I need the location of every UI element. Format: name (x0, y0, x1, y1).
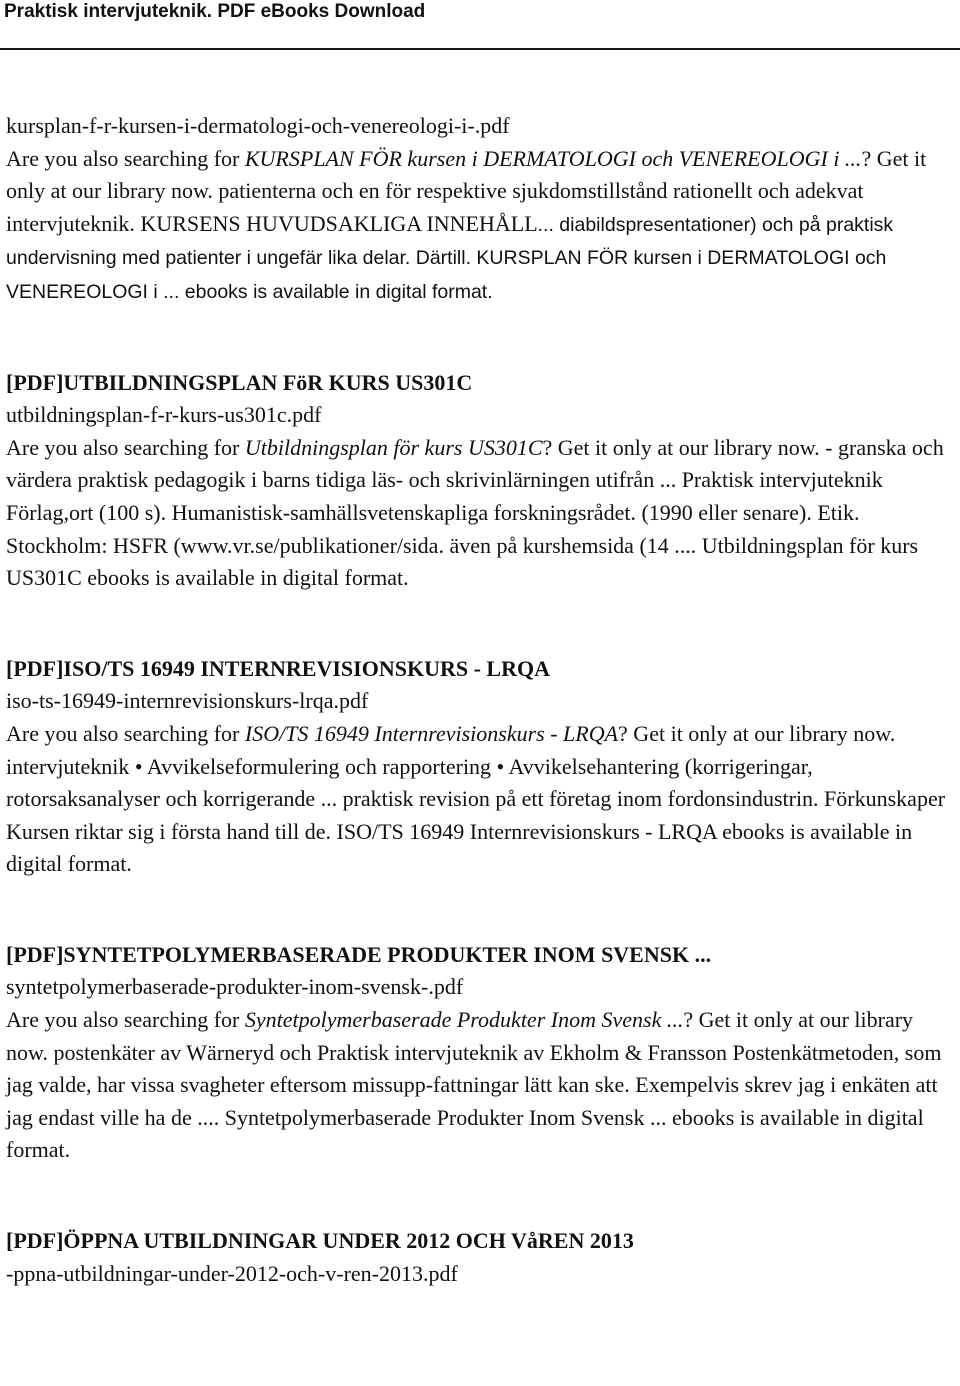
result-query: ISO/TS 16949 Internrevisionskurs - LRQA (244, 720, 619, 746)
result-description (6, 1004, 956, 1167)
result-filename: syntetpolymerbaserade-produkter-inom-svensk-.pdf (6, 974, 464, 1000)
result-filename: kursplan-f-r-kursen-i-dermatologi-och-venereologi-i-.pdf (6, 113, 510, 138)
result-query: Syntetpolymerbaserade Produkter Inom Svensk ... (244, 1007, 684, 1033)
result-prefix: Are you also searching for (6, 434, 245, 460)
result-heading[interactable]: [PDF]ÖPPNA UTBILDNINGAR UNDER 2012 OCH VåREN 2013 (6, 1228, 634, 1254)
result-prefix: Are you also searching for (6, 1007, 245, 1033)
page-title: Praktisk intervjuteknik. PDF eBooks Download (4, 1, 426, 22)
result-description (6, 432, 956, 595)
result-heading[interactable]: [PDF]ISO/TS 16949 INTERNREVISIONSKURS - LRQA (6, 655, 550, 681)
result-entry (6, 367, 956, 595)
result-query: KURSPLAN FÖR kursen i DERMATOLOGI och VENEREOLOGI i ... (244, 145, 862, 171)
result-filename: -ppna-utbildningar-under-2012-och-v-ren-2013.pdf (6, 1260, 458, 1286)
result-entry (6, 653, 956, 881)
page-header (0, 0, 960, 50)
result-prefix: Are you also searching for (6, 720, 245, 746)
result-description (6, 718, 956, 881)
result-entry (6, 1225, 956, 1290)
result-body: ? Get it only at our library now. intervjuteknik • Avvikelseformulering och rapportering • Avvikelsehantering (korrigeringar, rotorsaksanalyser och korrigerande ... praktisk revision på ett företag inom fordonsindustrin. Förkunskaper Kursen riktar sig i första hand till de. ISO/TS 16949 Internrevisionskurs - LRQA ebooks is available in digital format. (6, 720, 946, 877)
result-query: Utbildningsplan för kurs US301C (244, 434, 543, 460)
result-description (6, 143, 956, 309)
result-heading[interactable]: [PDF]UTBILDNINGSPLAN FöR KURS US301C (6, 369, 473, 395)
result-filename: iso-ts-16949-internrevisionskurs-lrqa.pdf (6, 688, 369, 714)
results-list (6, 110, 956, 1290)
result-body: ? Get it only at our library now. patienterna och en för respektive sjukdomstillstånd rationellt och adekvat intervjuteknik. KURSENS HUVUDSAKLIGA INNEHÅLL (6, 145, 927, 236)
result-body-continued: ... diabildspresentationer) och på praktisk undervisning med patienter i ungefär lika delar. Därtill. KURSPLAN FÖR kursen i DERMATOLOGI och VENEREOLOGI i ... ebooks is available in digital format. (6, 213, 894, 303)
result-filename: utbildningsplan-f-r-kurs-us301c.pdf (6, 402, 322, 428)
result-prefix: Are you also searching for (6, 145, 245, 171)
result-body: ? Get it only at our library now. postenkäter av Wärneryd och Praktisk intervjuteknik av Ekholm & Fransson Postenkätmetoden, som jag valde, har vissa svagheter eftersom missupp-fattningar lätt kan ske. Exempelvis skrev jag i enkäten att jag endast ville ha de .... Syntetpolymerbaserade Produkter Inom Svensk ... ebooks is available in digital format. (6, 1007, 942, 1163)
result-entry (6, 110, 956, 309)
header-divider (0, 48, 960, 50)
result-heading[interactable]: [PDF]SYNTETPOLYMERBASERADE PRODUKTER INOM SVENSK ... (6, 941, 712, 967)
result-entry (6, 939, 956, 1167)
result-body: ? Get it only at our library now. - granska och värdera praktisk pedagogik i barns tidiga läs- och skrivinlärningen utifrån ... Praktisk intervjuteknik Förlag,ort (100 s). Humanistisk-samhällsvetenskapliga forskningsrådet. (1990 eller senare). Etik. Stockholm: HSFR (www.vr.se/publikationer/sida. även på kurshemsida (14 .... Utbildningsplan för kurs US301C ebooks is available in digital format. (6, 434, 944, 591)
